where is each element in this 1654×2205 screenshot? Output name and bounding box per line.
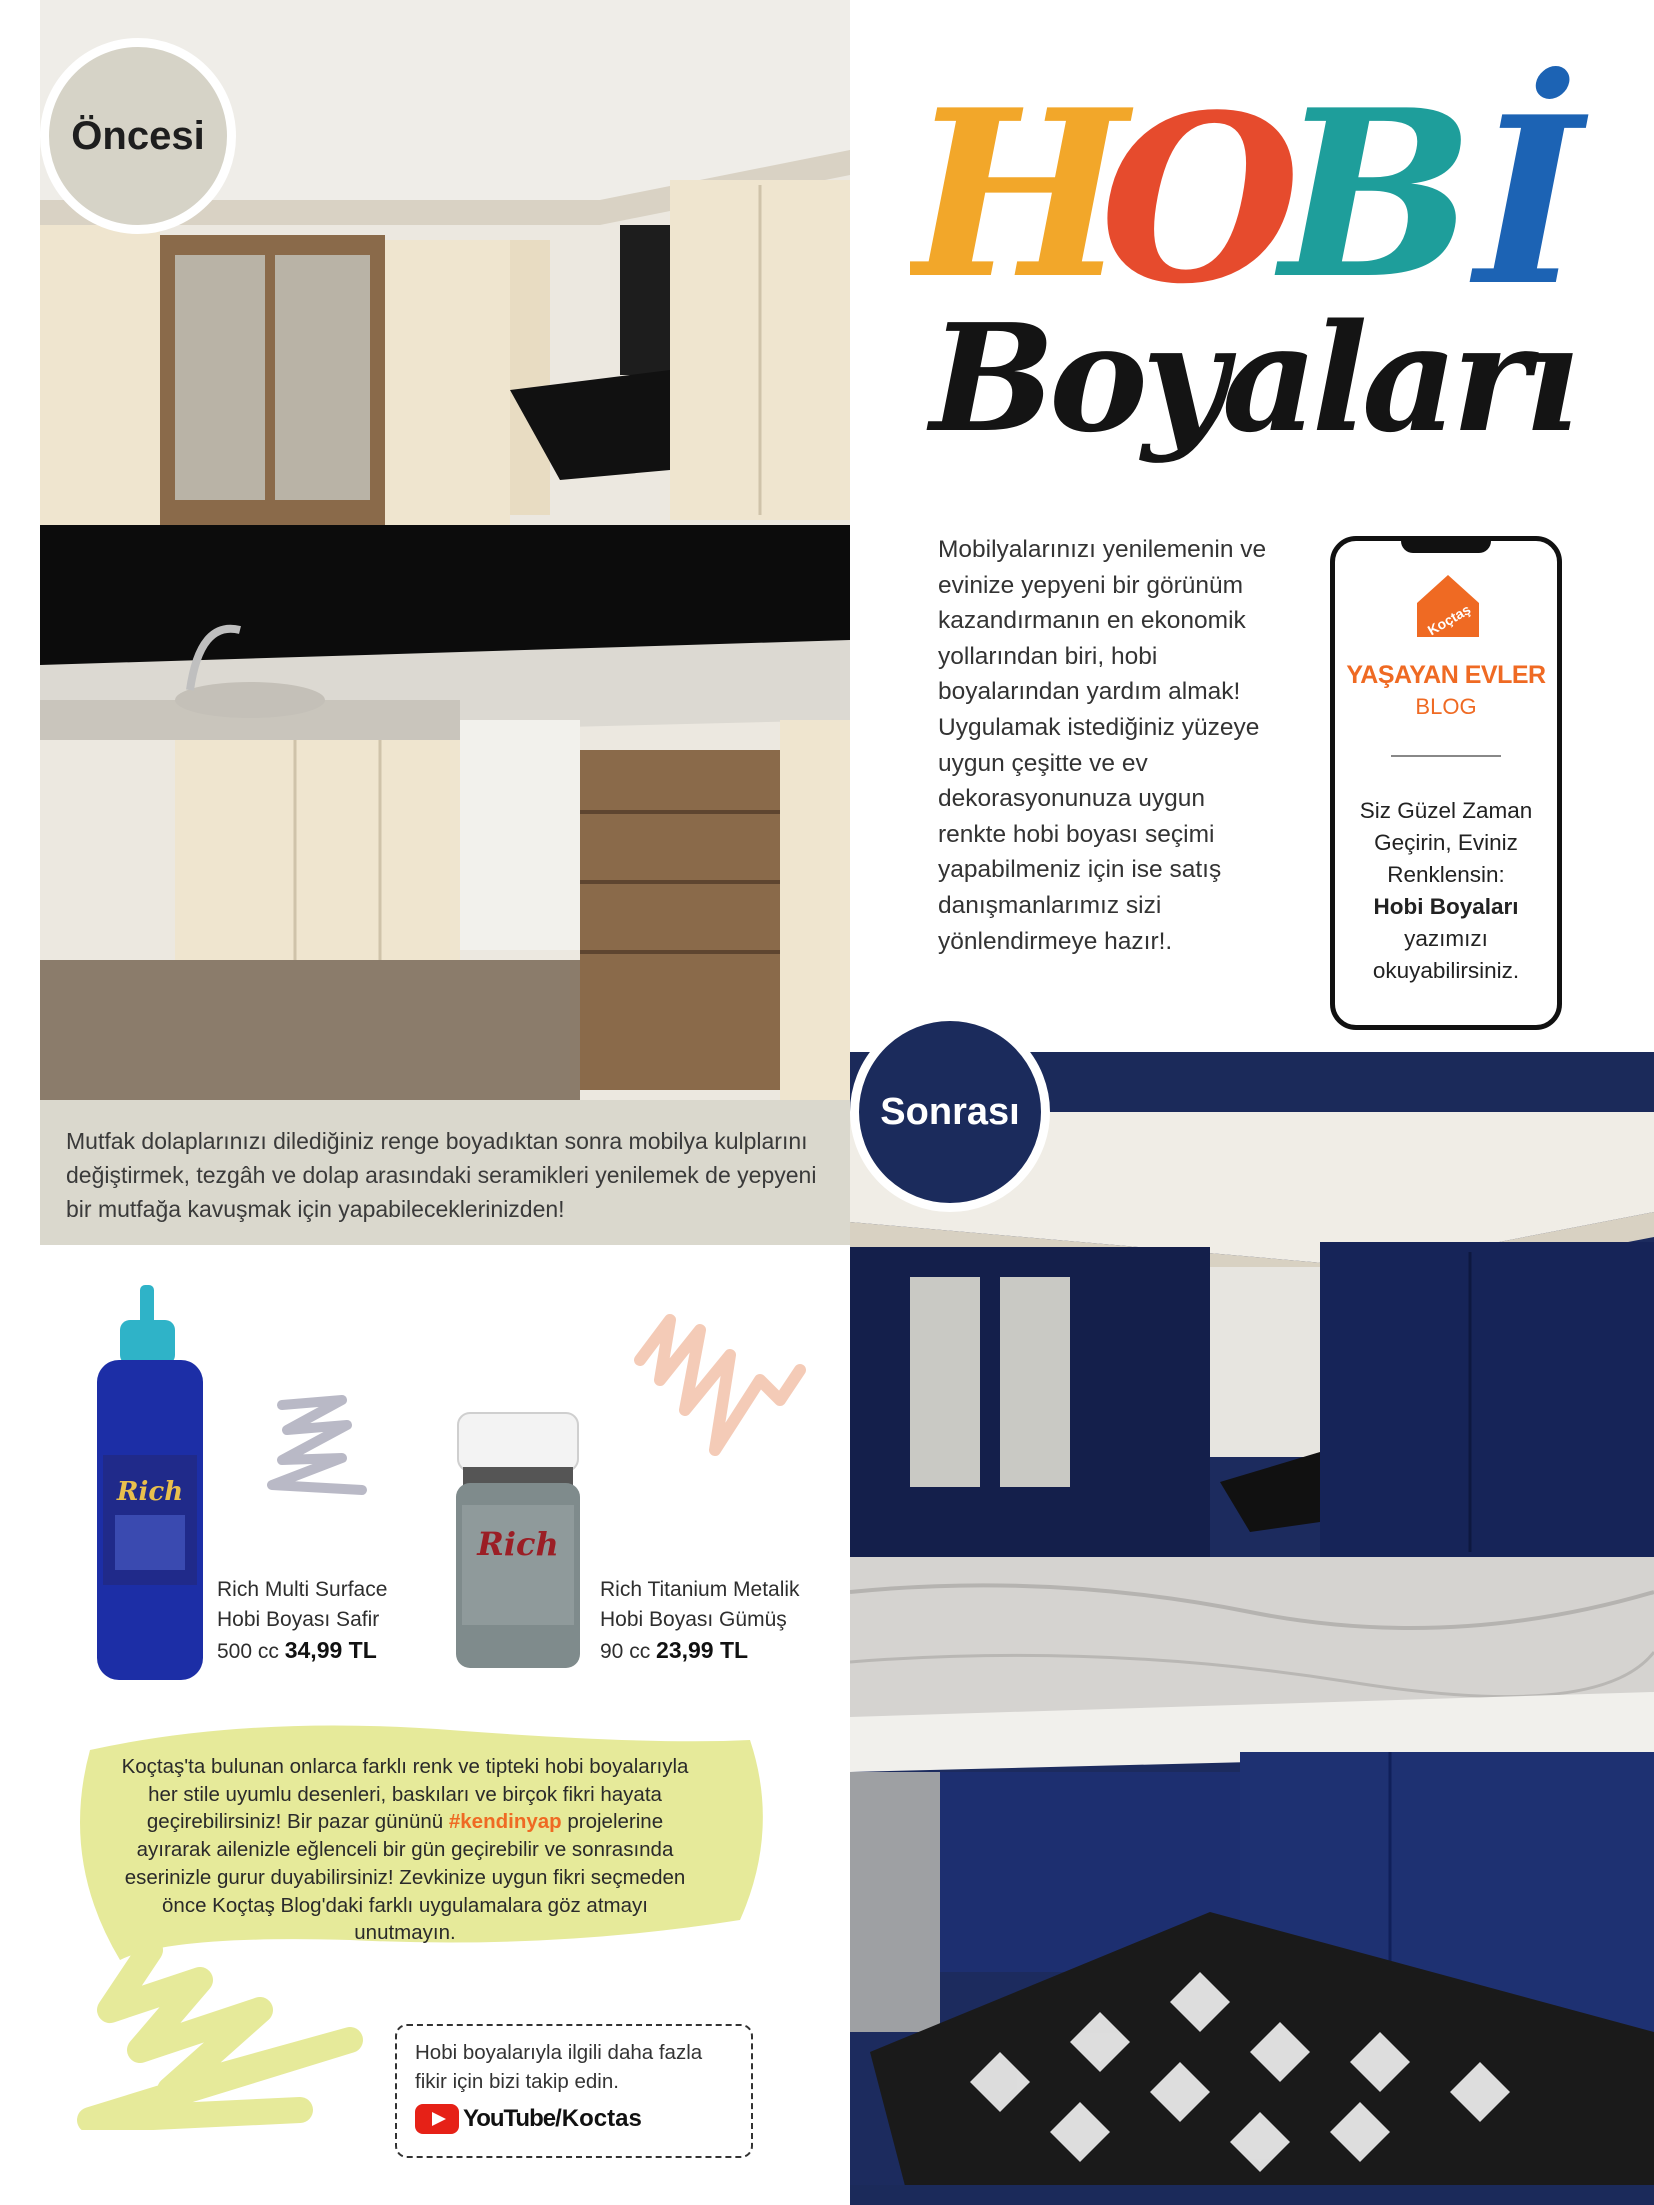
product-gumus-name1: Rich Titanium Metalik: [600, 1578, 800, 1601]
youtube-link[interactable]: [415, 2104, 733, 2134]
product-gumus-size: 90 cc: [600, 1640, 651, 1663]
product-jar-gumus: [448, 1405, 588, 1675]
divider: [1391, 755, 1501, 757]
blog-phone-card[interactable]: [1330, 536, 1562, 1030]
after-badge: Sonrası: [850, 1012, 1050, 1212]
before-badge: Öncesi: [40, 38, 236, 234]
blog-text-line2: yazımızı okuyabilirsiniz.: [1372, 926, 1520, 983]
follow-text: Hobi boyalarıyla ilgili daha fazla fikir için bizi takip edin.: [415, 2041, 703, 2093]
jar-label: Rich: [477, 1525, 559, 1563]
product-bottle-safir: [85, 1285, 215, 1685]
product-safir-name2: Hobi Boyası Safir: [217, 1608, 380, 1631]
phone-notch: [1401, 539, 1491, 553]
title-letter-i: İ: [1475, 67, 1583, 310]
grey-scribble-icon: [252, 1390, 372, 1500]
blog-title: YAŞAYAN EVLER: [1346, 661, 1546, 689]
product-safir-size: 500 cc: [217, 1640, 279, 1663]
title-boyalari: Boyaları: [930, 291, 1575, 465]
product-safir-name1: Rich Multi Surface: [217, 1578, 388, 1601]
title-letter-h: H: [910, 60, 1128, 310]
product-gumus-price: 23,99 TL: [656, 1637, 749, 1663]
product-safir-price-row: [217, 1635, 387, 1667]
promo-text-after: projelerine ayırarak ailenizle eğlenceli bir gün geçirebilir ve sonrasında eserinizle gurur duyabilirsiniz! Zevkinize uygun fikri seçmeden önce Koçtaş Blog'daki farklı uygulamalara göz atmayı unutmayın.: [124, 1810, 686, 1945]
peach-scribble-icon: [630, 1300, 810, 1470]
blog-text-bold: Hobi Boyaları: [1373, 894, 1519, 919]
koctas-logo-text: Koçtaş: [1424, 601, 1474, 639]
blog-article-text: [1341, 795, 1551, 987]
title-hobi: [910, 20, 1630, 310]
koctas-logo-icon: [1415, 573, 1481, 639]
youtube-brand: YouTube: [463, 2105, 556, 2132]
intro-paragraph: Mobilyalarınızı yenilemenin ve evinize yepyeni bir görünüm kazandırmanın en ekonomik yollarından biri, hobi boyalarından yardım almak! Uygulamak istediğiniz yüzeye uygun çeşitte ve ev dekorasyonunuza uygun renkte hobi boyası seçimi yapabilmeniz için ise satış danışmanlarımız sizi yönlendirmeye hazır!.: [938, 536, 1267, 955]
title-letter-b: B: [1280, 60, 1475, 310]
promo-paragraph: [110, 1753, 700, 1947]
product-gumus-info: [600, 1575, 800, 1667]
product-gumus-name2: Hobi Boyası Gümüş: [600, 1608, 787, 1631]
after-kitchen-photo: [850, 1052, 1654, 2205]
title-letter-o: O: [1100, 65, 1301, 310]
before-caption: Mutfak dolaplarınızı dilediğiniz renge boyadıktan sonra mobilya kulplarını değiştirmek, tezgâh ve dolap arasındaki seramikleri yenilemek de yepyeni bir mutfağa kavuşmak için yapabileceklerinizden!: [40, 1100, 850, 1245]
follow-box[interactable]: [395, 2024, 753, 2158]
youtube-play-icon: [415, 2104, 459, 2134]
promo-hashtag: #kendinyap: [448, 1810, 562, 1834]
product-safir-price: 34,99 TL: [284, 1637, 377, 1663]
blog-text-line1: Siz Güzel Zaman Geçirin, Eviniz Renklensin:: [1359, 798, 1533, 887]
bottle-label: Rich: [116, 1477, 184, 1507]
product-gumus-price-row: [600, 1635, 800, 1667]
promo-text-before: Koçtaş'ta bulunan onlarca farklı renk ve tipteki hobi boyalarıyla her stile uyumlu desenleri, baskıları ve birçok fikri hayata geçirebilirsiniz! Bir pazar gününü: [121, 1755, 689, 1834]
product-safir-info: [217, 1575, 387, 1667]
youtube-handle: /Koctas: [555, 2105, 642, 2132]
blog-subtitle: BLOG: [1415, 694, 1477, 719]
